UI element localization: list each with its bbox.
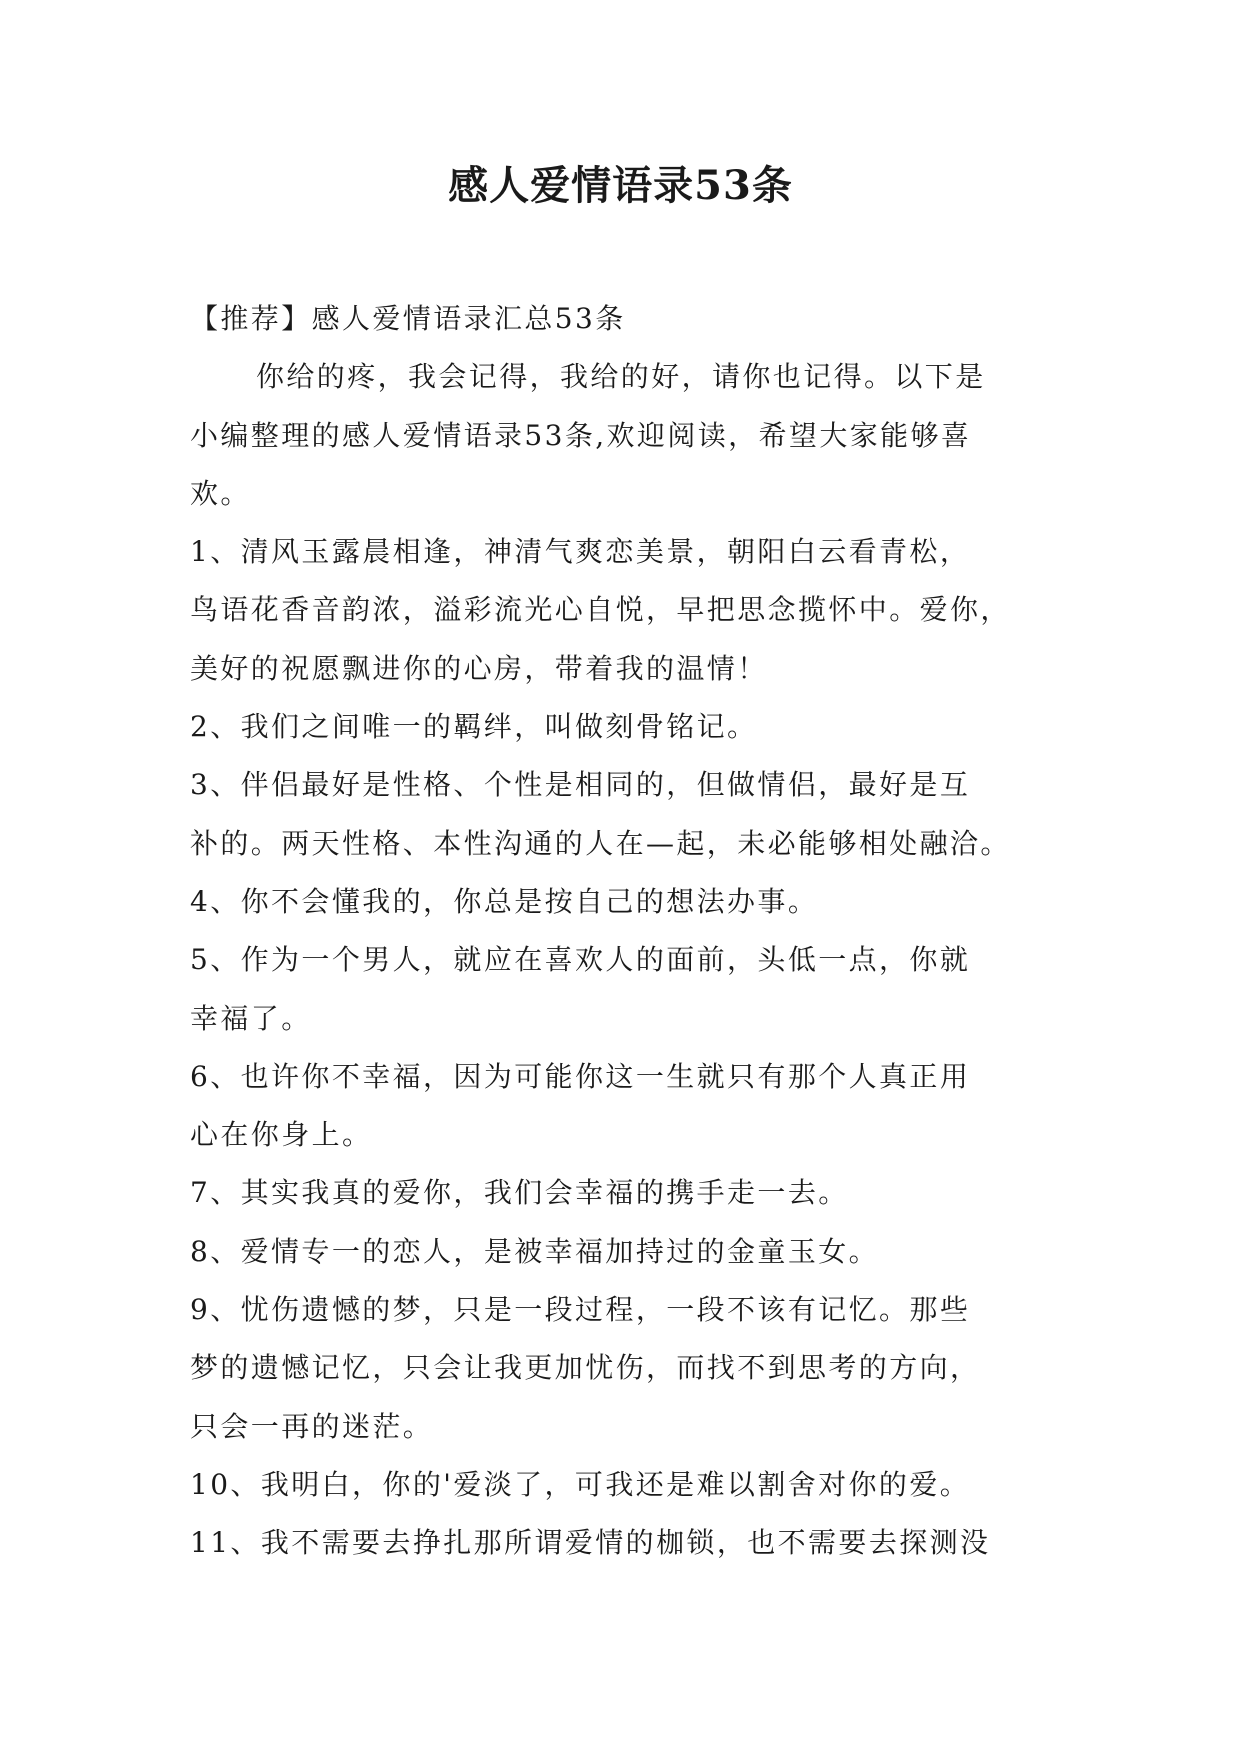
body-line: 3、伴侣最好是性格、个性是相同的，但做情侣，最好是互 [190, 768, 971, 802]
body-line: 【推荐】感人爱情语录汇总53条 [190, 302, 626, 335]
body-line: 幸福了。 [190, 1001, 312, 1035]
body-line: 补的。两天性格、本性沟通的人在—起，未必能够相处融洽。 [190, 826, 1011, 860]
body-line: 美好的祝愿飘进你的心房，带着我的温情！ [190, 651, 768, 685]
body-line: 9、忧伤遗憾的梦，只是一段过程，一段不该有记忆。那些 [190, 1293, 971, 1327]
body-line: 1、清风玉露晨相逢，神清气爽恋美景，朝阳白云看青松， [190, 535, 971, 569]
body-line: 鸟语花香音韵浓，溢彩流光心自悦，早把思念揽怀中。爱你， [190, 593, 1011, 627]
body-line: 5、作为一个男人，就应在喜欢人的面前，头低一点，你就 [190, 943, 971, 977]
body-line: 7、其实我真的爱你，我们会幸福的携手走一去。 [190, 1176, 849, 1210]
body-line: 梦的遗憾记忆，只会让我更加忧伤，而找不到思考的方向， [190, 1351, 981, 1385]
body-line: 2、我们之间唯一的羁绊，叫做刻骨铭记。 [190, 710, 758, 744]
body-line: 6、也许你不幸福，因为可能你这一生就只有那个人真正用 [190, 1059, 971, 1093]
body-line: 只会一再的迷茫。 [190, 1409, 434, 1443]
body-line: 欢。 [190, 476, 251, 510]
body-line: 你给的疼，我会记得，我给的好，请你也记得。以下是 [256, 360, 986, 394]
body-line: 4、你不会懂我的，你总是按自己的想法办事。 [190, 884, 819, 918]
body-line: 小编整理的感人爱情语录53条,欢迎阅读，希望大家能够喜 [190, 418, 972, 452]
body-line: 8、爱情专一的恋人，是被幸福加持过的金童玉女。 [190, 1234, 880, 1268]
document-title: 感人爱情语录53条 [448, 162, 793, 209]
body-line: 10、我明白，你的'爱淡了，可我还是难以割舍对你的爱。 [190, 1467, 971, 1501]
body-line: 11、我不需要去挣扎那所谓爱情的枷锁，也不需要去探测没 [190, 1526, 991, 1560]
document-body [190, 290, 1070, 1573]
body-line: 心在你身上。 [190, 1118, 373, 1152]
